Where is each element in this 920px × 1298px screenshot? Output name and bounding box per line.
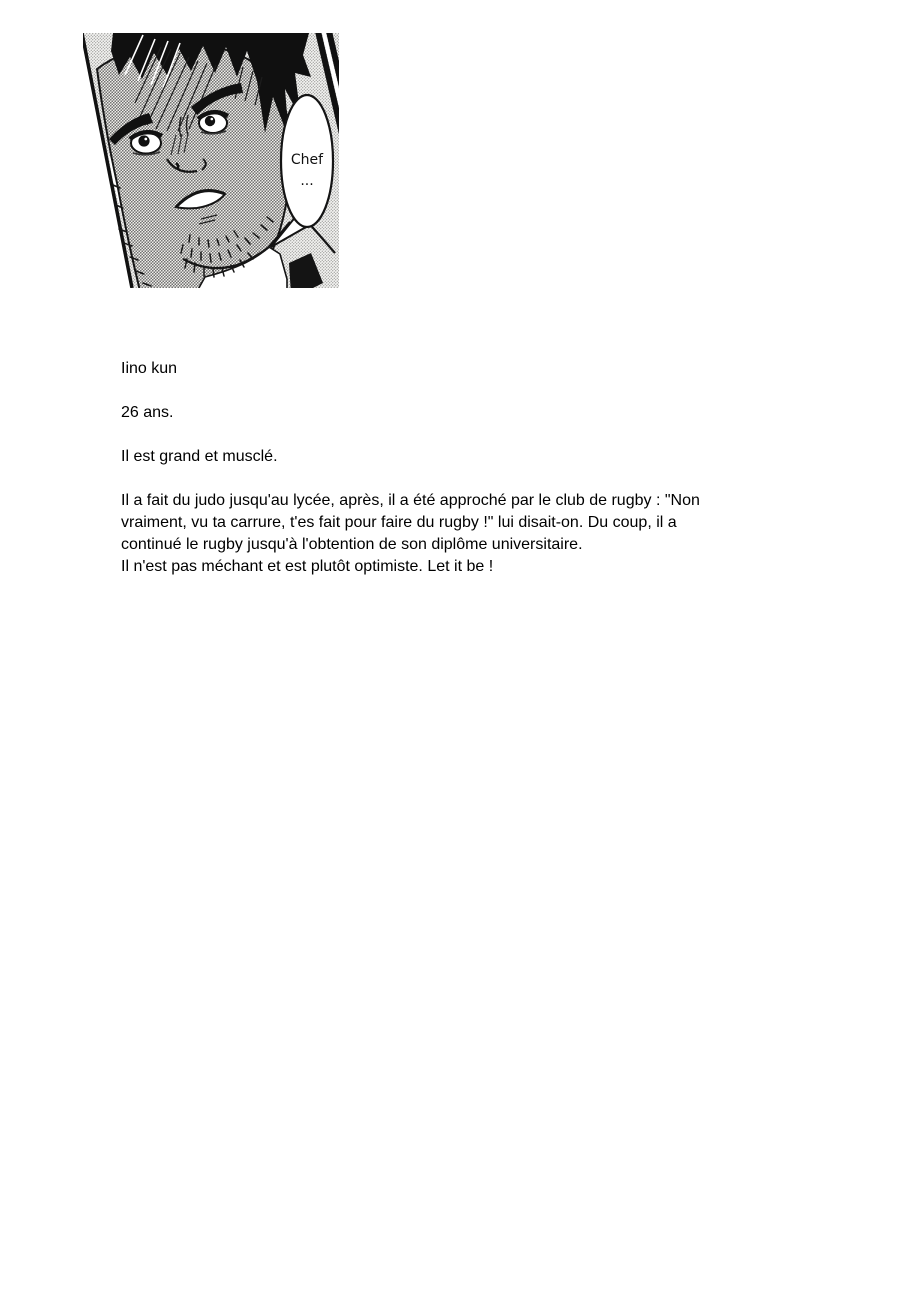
speech-bubble-ellipsis: ... <box>300 173 314 189</box>
bio-line-3: continué le rugby jusqu'à l'obtention de son diplôme universitaire. <box>121 536 583 553</box>
manga-artwork <box>83 33 339 288</box>
manga-panel <box>83 33 339 288</box>
character-age: 26 ans. <box>121 404 174 421</box>
bio-line-1: Il a fait du judo jusqu'au lycée, après, il a été approché par le club de rugby : "Non <box>121 492 700 509</box>
speech-bubble-text: Chef <box>290 152 324 168</box>
character-build: Il est grand et musclé. <box>121 448 278 465</box>
bio-line-4: Il n'est pas méchant et est plutôt optimiste. Let it be ! <box>121 558 494 575</box>
right-eye <box>198 112 228 134</box>
character-profile <box>121 358 841 578</box>
bio-line-2: vraiment, vu ta carrure, t'es fait pour faire du rugby !" lui disait-on. Du coup, il a <box>121 514 677 531</box>
character-bio <box>121 490 841 578</box>
character-name: Iino kun <box>121 360 178 377</box>
